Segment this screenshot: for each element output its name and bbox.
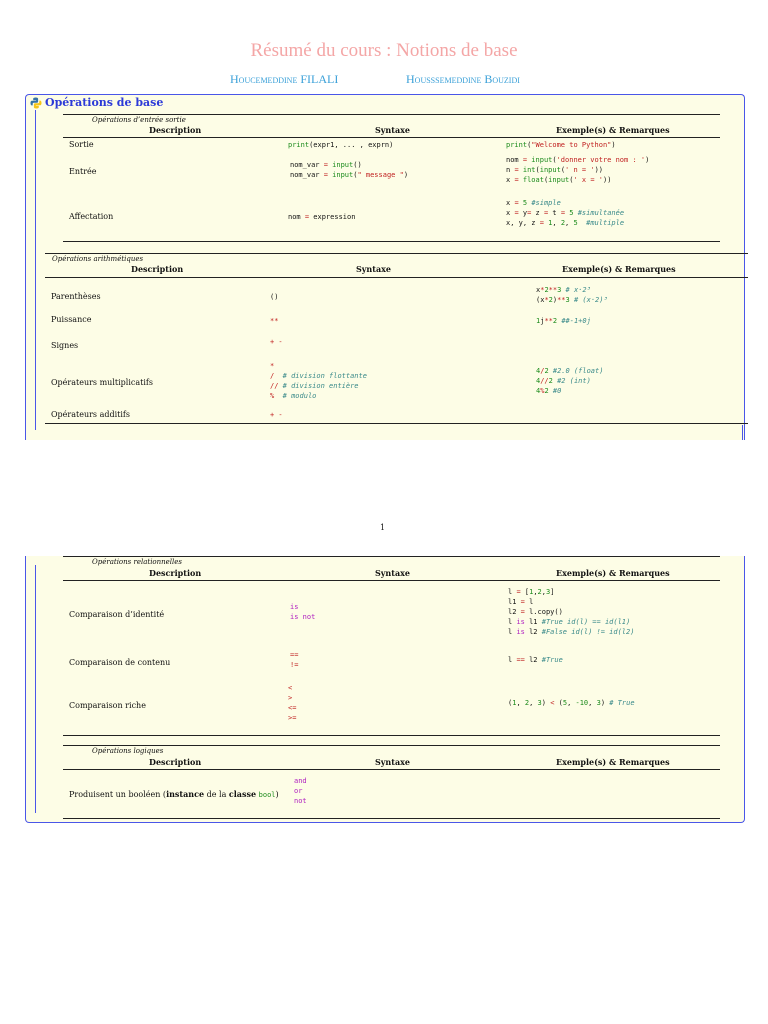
t2-multiplicatifs-syntax: * / # division flottante // # division entière % # modulo <box>270 362 367 400</box>
t1-entree-syntax: nom_var = input() nom_var = input(" message ") <box>290 161 409 179</box>
t3-header-desc: Description <box>149 568 202 578</box>
t2-header-syntax: Syntaxe <box>356 264 391 274</box>
t4-caption: Opérations logiques <box>92 747 164 755</box>
box-left-bar <box>35 110 36 430</box>
t2-row-puissance: Puissance <box>51 315 92 324</box>
t1-header-rule <box>63 137 720 138</box>
box-title-text: Opérations de base <box>45 96 164 109</box>
author-2: Housssemeddine Bouzidi <box>406 72 520 86</box>
t3-row-contenu: Comparaison de contenu <box>69 658 171 667</box>
t2-puissance-syntax: ** <box>270 317 279 325</box>
t4-header-examples: Exemple(s) & Remarques <box>556 757 670 767</box>
t4-row-pre: Produisent un booléen ( <box>69 790 167 799</box>
t4-row-instance: instance <box>166 789 205 799</box>
t2-parentheses-syntax: () <box>270 293 279 301</box>
t1-row-entree: Entrée <box>69 167 97 176</box>
t4-row-bool: bool <box>258 791 276 799</box>
t3-contenu-syntax: == != <box>290 651 299 669</box>
t1-entree-example: nom = input('donner votre nom : ') n = int(input(' n = ')) x = float(input(' x = ')) <box>506 156 650 184</box>
t2-header-desc: Description <box>131 264 184 274</box>
box2-left-bar <box>35 565 36 813</box>
t2-row-multiplicatifs: Opérateurs multiplicatifs <box>51 378 153 387</box>
python-logo-icon <box>30 97 42 109</box>
t2-additifs-syntax: + - <box>270 411 283 419</box>
t1-header-desc: Description <box>149 125 202 135</box>
t3-header-rule <box>63 580 720 581</box>
t2-multiplicatifs-example: 4/2 #2.0 (float) 4//2 #2 (int) 4%2 #0 <box>536 367 604 395</box>
t2-header-examples: Exemple(s) & Remarques <box>562 264 676 274</box>
summary-box-bottom <box>25 556 745 823</box>
t2-row-parentheses: Parenthèses <box>51 292 101 301</box>
document-title: Résumé du cours : Notions de base <box>250 40 518 61</box>
t2-row-signes: Signes <box>51 341 79 350</box>
t3-riche-example: (1, 2, 3) < (5, -10, 3) # True <box>508 699 635 707</box>
t1-affectation-syntax: nom = expression <box>288 213 356 221</box>
t2-signes-syntax: + - <box>270 338 283 346</box>
t2-puissance-example: 1j**2 ##-1+0j <box>536 317 591 325</box>
t2-caption: Opérations arithmétiques <box>52 255 144 263</box>
t1-row-affectation: Affectation <box>69 212 114 221</box>
t1-header-syntax: Syntaxe <box>375 125 410 135</box>
t4-row-mid: de la <box>204 790 229 799</box>
t3-identite-example: l = [1,2,3] l1 = l l2 = l.copy() l is l1 #True id(l) == id(l1) l is l2 #False id(l) != id(l2) <box>508 588 635 636</box>
t1-row-sortie: Sortie <box>69 140 94 149</box>
t3-row-riche: Comparaison riche <box>69 701 146 710</box>
box-right-bar <box>742 425 743 440</box>
t3-header-syntax: Syntaxe <box>375 568 410 578</box>
author-1: Houcemeddine FILALI <box>230 72 339 86</box>
t2-row-additifs: Opérateurs additifs <box>51 410 130 419</box>
t1-sortie-syntax: print(expr1, ... , exprn) <box>288 141 394 149</box>
t1-top-rule <box>63 114 720 115</box>
t3-top-rule <box>63 556 720 557</box>
page-number: 1 <box>380 523 386 532</box>
t4-header-syntax: Syntaxe <box>375 757 410 767</box>
t4-row-classe: classe <box>228 789 257 799</box>
t4-header-rule <box>63 769 720 770</box>
t3-header-examples: Exemple(s) & Remarques <box>556 568 670 578</box>
t1-caption: Opérations d’entrée sortie <box>92 116 186 124</box>
t4-row-post: ) <box>275 790 279 799</box>
t4-top-rule <box>63 745 720 746</box>
t3-row-identite: Comparaison d’identité <box>69 610 165 619</box>
t4-booleen-syntax: and or not <box>294 777 307 805</box>
t1-bottom-rule <box>63 241 720 242</box>
t1-header-examples: Exemple(s) & Remarques <box>556 125 670 135</box>
t3-contenu-example: l == l2 #True <box>508 656 563 664</box>
t2-top-rule <box>45 253 748 254</box>
t2-bottom-rule <box>45 423 748 424</box>
t4-bottom-rule <box>63 818 720 819</box>
t3-caption: Opérations relationnelles <box>92 558 183 566</box>
t4-row-booleen <box>69 789 279 799</box>
box-title <box>30 96 163 109</box>
t1-sortie-example: print("Welcome to Python") <box>506 141 616 149</box>
t3-identite-syntax: is is not <box>290 603 316 621</box>
t3-riche-syntax: < > <= >= <box>288 684 297 722</box>
t4-header-desc: Description <box>149 757 202 767</box>
t2-parentheses-example: x*2**3 # x·2³ (x*2)**3 # (x·2)³ <box>536 286 608 304</box>
t2-header-rule <box>45 277 748 278</box>
t1-affectation-example: x = 5 #simple x = y= z = t = 5 #simultanée x, y, z = 1, 2, 5 #multiple <box>506 199 625 227</box>
t3-bottom-rule <box>63 735 720 736</box>
